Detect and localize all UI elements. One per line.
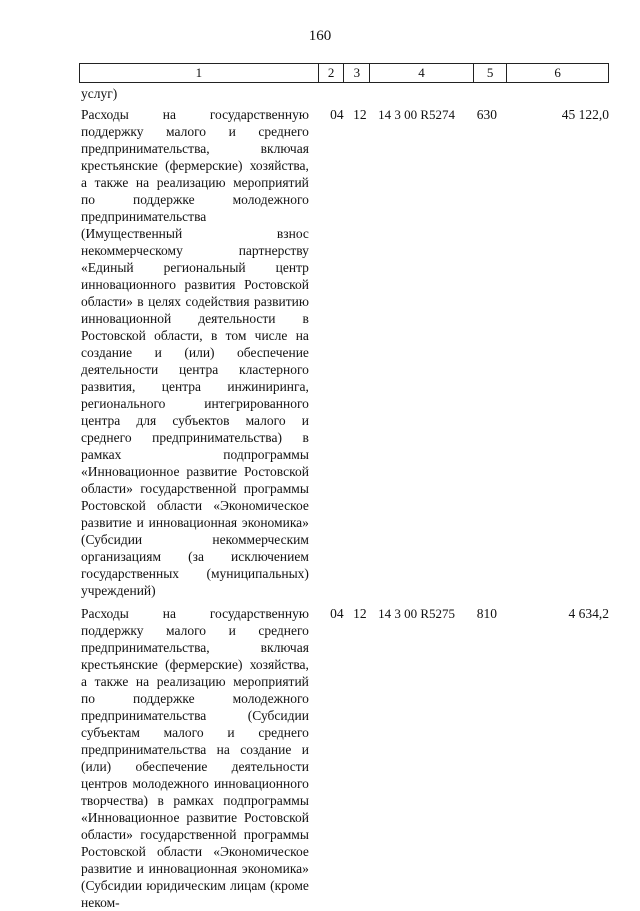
budget-table	[79, 63, 609, 911]
header-col-1: 1	[195, 65, 203, 80]
continuation-text: услуг)	[81, 86, 118, 101]
row-description: Расходы на государственную поддержку малого и среднего предпринимательства, включая крестьянские (фермерские) хозяйства, а также на реализацию мероприятий по поддержке молодежного предпринимательства (Субсидии субъектам малого и среднего предпринимательства на создание и (или) обеспечение деятельности центров молодежного инновационного творчества) в рамках подпрограммы «Инновационное развитие Ростовской области» государственной программы Ростовской области «Экономическое развитие и инновационная экономика» (Субсидии юридическим лицам (кроме неком-	[81, 606, 309, 910]
row-expense-type: 630	[476, 107, 498, 122]
header-col-3: 3	[343, 64, 369, 82]
row-subsection: 12	[353, 107, 367, 122]
row-subsection: 12	[353, 606, 367, 621]
row-target-article: 14 3 00 R5274	[378, 107, 456, 122]
header-col-5: 5	[473, 64, 507, 82]
row-section: 04	[330, 606, 344, 621]
header-col-2: 2	[318, 64, 344, 82]
table-row	[79, 106, 609, 599]
page-number: 160	[308, 28, 332, 44]
row-expense-type: 810	[476, 606, 498, 621]
header-col-6: 6	[506, 64, 608, 82]
header-col-4: 4	[369, 64, 473, 82]
row-target-article: 14 3 00 R5275	[378, 606, 456, 621]
table-header-row	[79, 63, 609, 83]
table-row	[79, 605, 609, 911]
row-description: Расходы на государственную поддержку малого и среднего предпринимательства, включая крестьянские (фермерские) хозяйства, а также на реализацию мероприятий по поддержке молодежного предпринимательства (Имущественный взнос некоммерческому партнерству «Единый региональный центр инновационного развития Ростовской области» в целях содействия развитию инновационной деятельности в Ростовской области, в том числе на создание и (или) обеспечение деятельности центра кластерного развития, центра инжиниринга, регионального интегрированного центра для субъектов малого и среднего предпринимательства) в рамках подпрограммы «Инновационное развитие Ростовской области» государственной программы Ростовской области «Экономическое развитие и инновационная экономика» (Субсидии некоммерческим организациям (за исключением государственных (муниципальных) учреждений)	[81, 107, 309, 598]
row-amount: 45 122,0	[561, 107, 610, 122]
row-section: 04	[330, 107, 344, 122]
row-amount: 4 634,2	[568, 606, 610, 621]
